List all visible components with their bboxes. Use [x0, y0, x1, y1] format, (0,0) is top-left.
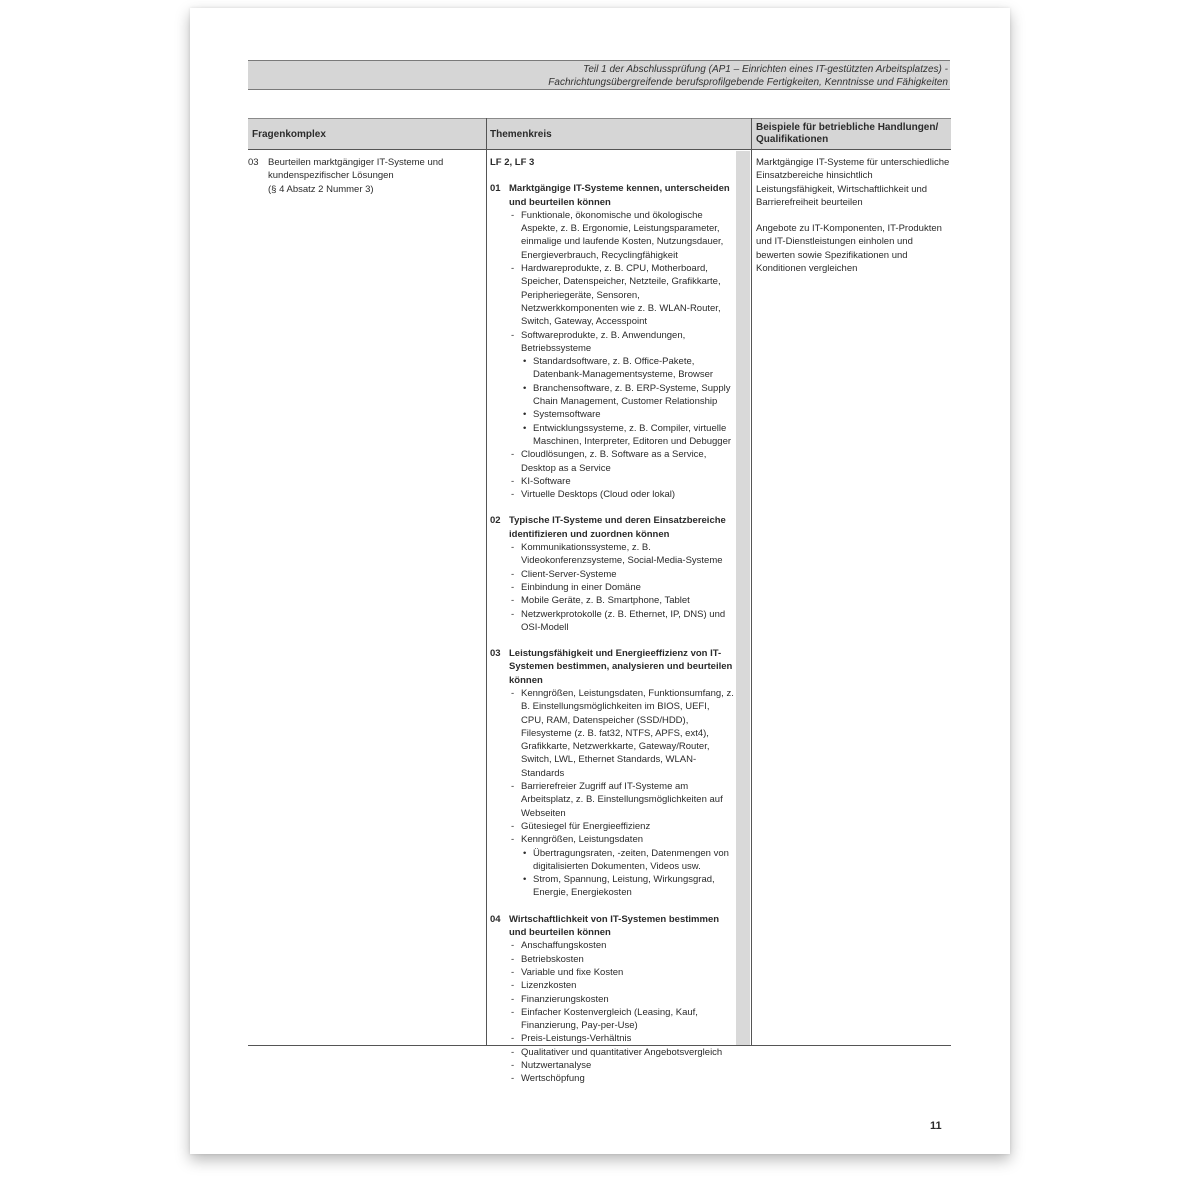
topic-items — [490, 541, 734, 634]
topic-title — [490, 647, 734, 687]
header-line-1: Teil 1 der Abschlussprüfung (AP1 – Einrichten eines IT-gestützten Arbeitsplatzes) - — [583, 64, 948, 75]
list-item — [509, 581, 734, 594]
beispiele-cell — [756, 156, 952, 288]
list-item-text: Kenngrößen, Leistungsdaten, Funktionsumfang, z. B. Einstellungsmöglichkeiten im BIOS, UEFI, CPU, RAM, Datenspeicher (SSD/HDD), Filesysteme (z. B. fat32, NTFS, APFS, ext4), Grafikkarte, Netzwerkkarte, Gateway/Router, Switch, LWL, Ethernet Standards, WLAN-Standards — [521, 687, 734, 779]
list-item-text: Qualitativer und quantitativer Angebotsvergleich — [521, 1046, 723, 1058]
complex-number: 03 — [248, 157, 259, 168]
list-item — [509, 568, 734, 581]
list-item — [509, 541, 734, 568]
list-item — [509, 488, 734, 501]
list-item — [509, 780, 734, 820]
list-item — [509, 1072, 734, 1085]
shaded-strip — [736, 151, 750, 1045]
list-item — [509, 608, 734, 635]
list-item-text: Softwareprodukte, z. B. Anwendungen, Betriebssysteme — [521, 329, 686, 354]
list-item — [509, 1006, 734, 1033]
topic-number: 01 — [490, 183, 501, 195]
complex-reference: (§ 4 Absatz 2 Nummer 3) — [268, 183, 374, 195]
list-item-text: Mobile Geräte, z. B. Smartphone, Tablet — [521, 595, 690, 607]
list-item — [509, 833, 734, 899]
column-header-beispiele: Beispiele für betriebliche Handlungen/ Qualifikationen — [756, 122, 939, 145]
list-item-text: Preis-Leistungs-Verhältnis — [521, 1033, 632, 1045]
fragenkomplex-cell — [248, 156, 484, 196]
list-item — [509, 1032, 734, 1045]
list-item-text: Variable und fixe Kosten — [521, 966, 624, 978]
topic-title — [490, 913, 734, 940]
document-page — [190, 8, 1010, 1154]
list-item — [509, 687, 734, 780]
topic-number: 02 — [490, 515, 501, 527]
topic-items — [490, 939, 734, 1085]
list-item-text: Einbindung in einer Domäne — [521, 581, 641, 593]
list-item-text: Einfacher Kostenvergleich (Leasing, Kauf, Finanzierung, Pay-per-Use) — [521, 1006, 698, 1032]
list-item — [509, 262, 734, 328]
lernfelder-label: LF 2, LF 3 — [490, 157, 535, 168]
list-item — [509, 939, 734, 952]
list-item — [509, 966, 734, 979]
column-header-fragenkomplex: Fragenkomplex — [252, 129, 326, 140]
list-item — [509, 448, 734, 475]
list-item — [509, 993, 734, 1006]
topic-list — [490, 182, 734, 1085]
list-item-text: Netzwerkprotokolle (z. B. Ethernet, IP, DNS) und OSI-Modell — [521, 608, 726, 633]
topic-title — [490, 514, 734, 541]
list-item — [509, 1059, 734, 1072]
list-item — [509, 209, 734, 262]
list-item — [509, 979, 734, 992]
complex-title: Beurteilen marktgängiger IT-Systeme und kundenspezifischer Lösungen — [268, 157, 444, 182]
list-item-text: Gütesiegel für Energieeffizienz — [521, 820, 651, 832]
topic-block — [490, 514, 734, 634]
column-divider-2 — [751, 118, 752, 1045]
column-header-themenkreis: Themenkreis — [490, 129, 552, 140]
sub-list-item: • Branchensoftware, z. B. ERP-Systeme, Supply Chain Management, Customer Relationship — [521, 382, 734, 409]
example-text: Angebote zu IT-Komponenten, IT-Produkten und IT-Dienstleistungen einholen und bewerten sowie Spezifikationen und Konditionen vergleichen — [756, 223, 942, 275]
topic-number: 04 — [490, 913, 501, 925]
topic-block — [490, 182, 734, 501]
list-item-text: KI-Software — [521, 475, 571, 487]
page-number: 11 — [930, 1120, 942, 1132]
topic-title-text: Typische IT-Systeme und deren Einsatzbereiche identifizieren und zuordnen können — [509, 515, 726, 540]
list-item — [509, 329, 734, 449]
list-item-text: Barrierefreier Zugriff auf IT-Systeme am Arbeitsplatz, z. B. Einstellungsmöglichkeiten auf Webseiten — [521, 781, 723, 819]
sub-list — [521, 847, 734, 900]
list-item-text: Anschaffungskosten — [521, 940, 607, 952]
list-item-text: Virtuelle Desktops (Cloud oder lokal) — [521, 489, 676, 501]
list-item — [509, 475, 734, 488]
list-item-text: Finanzierungskosten — [521, 993, 609, 1005]
topic-title-text: Leistungsfähigkeit und Energieeffizienz von IT-Systemen bestimmen, analysieren und beurteilen können — [509, 648, 733, 686]
topic-title-text: Wirtschaftlichkeit von IT-Systemen bestimmen und beurteilen können — [509, 913, 720, 939]
list-item-text: Kommunikationssysteme, z. B. Videokonferenzsysteme, Social-Media-Systeme — [521, 542, 723, 567]
topic-title-text: Marktgängige IT-Systeme kennen, unterscheiden und beurteilen können — [509, 183, 730, 208]
list-item — [509, 820, 734, 833]
topic-title — [490, 182, 734, 209]
list-item-text: Nutzwertanalyse — [521, 1060, 592, 1071]
topic-items — [490, 209, 734, 502]
list-item-text: Cloudlösungen, z. B. Software as a Service, Desktop as a Service — [521, 449, 707, 474]
sub-list-item: • Systemsoftware — [521, 408, 734, 421]
list-item-text: Wertschöpfung — [521, 1073, 585, 1085]
list-item — [509, 953, 734, 966]
sub-list-item: • Übertragungsraten, -zeiten, Datenmengen von digitalisierten Dokumenten, Videos usw. — [521, 847, 734, 874]
list-item — [509, 594, 734, 607]
themenkreis-cell — [490, 156, 734, 1099]
list-item-text: Kenngrößen, Leistungsdaten — [521, 834, 644, 846]
sub-list — [521, 355, 734, 448]
list-item-text: Betriebskosten — [521, 953, 584, 965]
column-divider-1 — [486, 118, 487, 1045]
sub-list-item: • Strom, Spannung, Leistung, Wirkungsgrad, Energie, Energiekosten — [521, 873, 734, 900]
topic-block — [490, 647, 734, 900]
header-line-2: Fachrichtungsübergreifende berufsprofilgebende Fertigkeiten, Kenntnisse und Fähigkeiten — [548, 77, 948, 88]
list-item — [509, 1046, 734, 1059]
list-item-text: Client-Server-Systeme — [521, 568, 617, 580]
topic-items — [490, 687, 734, 900]
topic-number: 03 — [490, 648, 501, 660]
table-header-row — [248, 118, 951, 150]
sub-list-item: • Standardsoftware, z. B. Office-Pakete, Datenbank-Managementsysteme, Browser — [521, 355, 734, 382]
sub-list-item: • Entwicklungssysteme, z. B. Compiler, virtuelle Maschinen, Interpreter, Editoren und Debugger — [521, 422, 734, 449]
list-item-text: Hardwareprodukte, z. B. CPU, Motherboard, Speicher, Datenspeicher, Netzteile, Grafikkarte, Peripheriegeräte, Sensoren, Netzwerkkomponenten wie z. B. WLAN-Router, Switch, Gateway, Accesspoint — [521, 263, 721, 328]
list-item-text: Funktionale, ökonomische und ökologische Aspekte, z. B. Ergonomie, Leistungsparameter, einmalige und laufende Kosten, Nutzungsdauer, Energieverbrauch, Recyclingfähigkeit — [521, 209, 724, 261]
topic-block — [490, 913, 734, 1086]
example-text: Marktgängige IT-Systeme für unterschiedliche Einsatzbereiche hinsichtlich Leistungsfähigkeit, Wirtschaftlichkeit und Barrierefreiheit beurteilen — [756, 157, 950, 208]
page-header — [248, 60, 950, 90]
list-item-text: Lizenzkosten — [521, 980, 577, 992]
